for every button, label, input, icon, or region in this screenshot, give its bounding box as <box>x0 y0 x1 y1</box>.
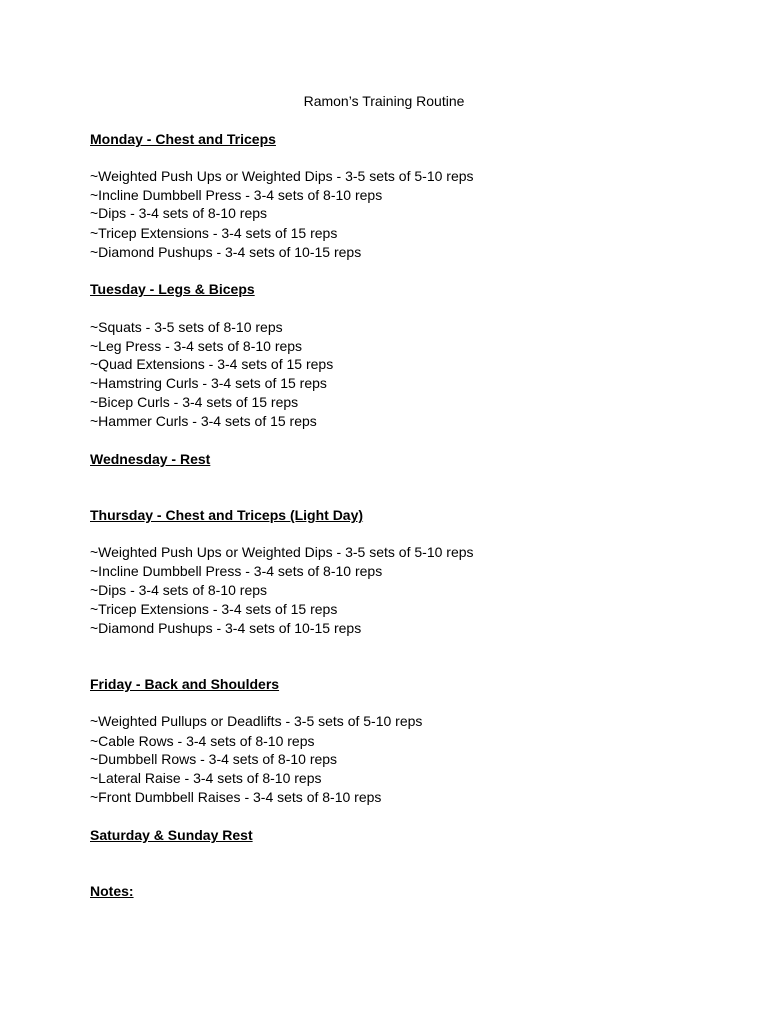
section-heading-thursday: Thursday - Chest and Triceps (Light Day) <box>90 507 364 523</box>
exercise-item: ~Diamond Pushups - 3-4 sets of 10-15 reps <box>90 620 362 636</box>
section-heading-friday: Friday - Back and Shoulders <box>90 676 280 692</box>
exercise-item: ~Tricep Extensions - 3-4 sets of 15 reps <box>90 225 338 241</box>
exercise-item: ~Incline Dumbbell Press - 3-4 sets of 8-10 reps <box>90 563 383 579</box>
document-title: Ramon’s Training Routine <box>303 93 465 109</box>
exercise-item: ~Weighted Push Ups or Weighted Dips - 3-5 sets of 5-10 reps <box>90 544 474 560</box>
exercise-item: ~Tricep Extensions - 3-4 sets of 15 reps <box>90 601 338 617</box>
exercise-item: ~Diamond Pushups - 3-4 sets of 10-15 reps <box>90 244 362 260</box>
exercise-item: ~Hamstring Curls - 3-4 sets of 15 reps <box>90 375 327 391</box>
exercise-item: ~Front Dumbbell Raises - 3-4 sets of 8-10 reps <box>90 789 382 805</box>
section-heading-tuesday: Tuesday - Legs & Biceps <box>90 281 255 297</box>
section-heading-wednesday: Wednesday - Rest <box>90 451 211 467</box>
section-heading-notes: Notes: <box>90 883 134 899</box>
exercise-item: ~Bicep Curls - 3-4 sets of 15 reps <box>90 394 299 410</box>
exercise-item: ~Dumbbell Rows - 3-4 sets of 8-10 reps <box>90 751 338 767</box>
exercise-item: ~Weighted Pullups or Deadlifts - 3-5 sets of 5-10 reps <box>90 713 423 729</box>
section-heading-weekend: Saturday & Sunday Rest <box>90 827 253 843</box>
exercise-item: ~Quad Extensions - 3-4 sets of 15 reps <box>90 356 334 372</box>
exercise-item: ~Dips - 3-4 sets of 8-10 reps <box>90 582 268 598</box>
exercise-item: ~Incline Dumbbell Press - 3-4 sets of 8-10 reps <box>90 187 383 203</box>
exercise-item: ~Lateral Raise - 3-4 sets of 8-10 reps <box>90 770 322 786</box>
exercise-item: ~Leg Press - 3-4 sets of 8-10 reps <box>90 338 303 354</box>
exercise-item: ~Dips - 3-4 sets of 8-10 reps <box>90 205 268 221</box>
exercise-item: ~Cable Rows - 3-4 sets of 8-10 reps <box>90 733 315 749</box>
exercise-item: ~Weighted Push Ups or Weighted Dips - 3-5 sets of 5-10 reps <box>90 168 474 184</box>
exercise-item: ~Hammer Curls - 3-4 sets of 15 reps <box>90 413 317 429</box>
exercise-item: ~Squats - 3-5 sets of 8-10 reps <box>90 319 283 335</box>
section-heading-monday: Monday - Chest and Triceps <box>90 131 276 147</box>
